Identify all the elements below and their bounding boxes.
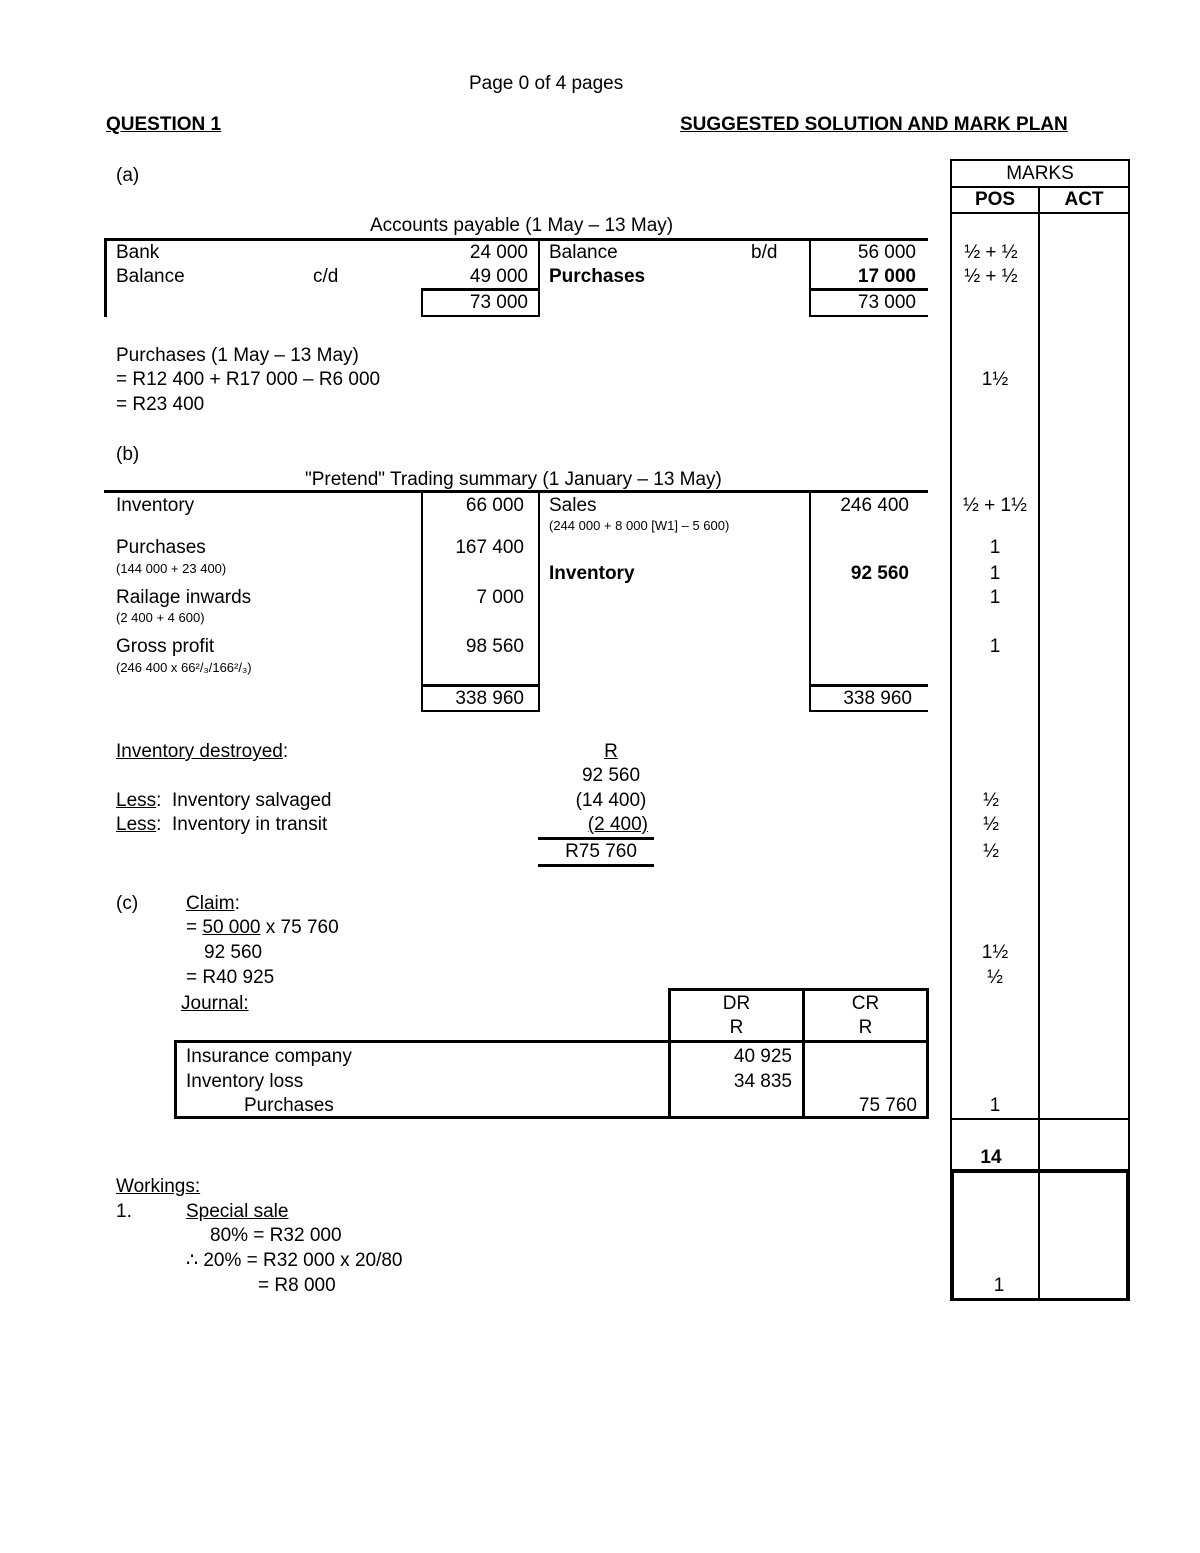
claim-equals: = [186,917,203,938]
ledger-right-name: Balance [549,242,618,263]
part-a-label: (a) [116,165,140,186]
trading-marks: 1 [989,636,1001,657]
trading-title: "Pretend" Trading summary (1 January – 13 May) [305,469,722,490]
workings-marks: 1 [993,1275,1005,1296]
dr-header: DR [722,993,751,1014]
inventory-destroyed-heading: Inventory destroyed [116,741,283,762]
colon: : [234,893,240,914]
trading-marks: 1 [989,537,1001,558]
part-c-label: (c) [116,893,139,914]
less-label: Less [116,790,157,811]
workings-line: 80% = R32 000 [210,1225,342,1246]
claim-denominator: 92 560 [204,942,263,963]
dr-currency: R [729,1017,744,1038]
trading-left-amount: 98 560 [465,636,524,657]
trading-left-amount: 167 400 [455,537,524,558]
purchases-calc-line: = R12 400 + R17 000 – R6 000 [116,369,381,390]
marks-title: MARKS [1006,163,1074,184]
workings-number: 1. [116,1201,132,1222]
less-label: Less [116,814,157,835]
trading-right-name: Inventory [549,563,635,584]
ledger-left-amount: 24 000 [469,242,528,263]
purchases-calc-line: Purchases (1 May – 13 May) [116,345,359,366]
less-salvaged-text: Inventory salvaged [171,790,332,811]
destroyed-marks: ½ [983,841,999,862]
destroyed-start-amount: 92 560 [581,765,641,786]
claim-marks: 1½ [981,942,1009,963]
marks-act-header: ACT [1064,189,1104,210]
journal-account: Inventory loss [186,1071,304,1092]
workings-heading: Workings: [116,1176,201,1197]
ledger-right-ref: b/d [751,242,778,263]
claim-result: = R40 925 [186,967,275,988]
claim-heading: Claim [186,893,235,914]
ledger-left-ref: c/d [313,266,339,287]
trading-left-note: (246 400 x 66²/₃/166²/₃) [116,660,252,675]
trading-left-total: 338 960 [455,688,524,709]
claim-numerator: 50 000 [202,917,261,938]
colon: : [282,741,289,762]
part-b-label: (b) [116,444,140,465]
workings-line: ∴ 20% = R32 000 x 20/80 [186,1250,403,1271]
ledger-left-name: Bank [116,242,160,263]
destroyed-marks: ½ [983,814,999,835]
journal-marks: 1 [989,1095,1001,1116]
question-heading: QUESTION 1 [106,114,222,135]
trading-left-amount: 66 000 [465,495,524,516]
journal-label: Journal: [181,993,249,1014]
ledger-right-amount: 56 000 [857,242,916,263]
trading-right-name: Sales [549,495,597,516]
claim-times: x 75 760 [260,917,339,938]
trading-marks: 1 [989,563,1001,584]
trading-left-note: (2 400 + 4 600) [116,610,205,625]
journal-cr: 75 760 [858,1095,917,1116]
trading-left-name: Gross profit [116,636,215,657]
trading-right-amount: 246 400 [840,495,909,516]
marks-pos-header: POS [974,189,1016,210]
trading-left-name: Inventory [116,495,195,516]
ledger-left-amount: 49 000 [469,266,528,287]
trading-left-note: (144 000 + 23 400) [116,561,227,576]
trading-left-name: Purchases [116,537,206,558]
ledger-left-name: Balance [116,266,185,287]
journal-dr: 40 925 [733,1046,792,1067]
total-marks: 14 [980,1147,1002,1168]
trading-right-note: (244 000 + 8 000 [W1] – 5 600) [549,518,730,533]
purchases-calc-marks: 1½ [981,369,1009,390]
cr-header: CR [851,993,880,1014]
cr-currency: R [858,1017,873,1038]
less-transit-text: Inventory in transit [171,814,328,835]
ledger-marks: ½ + ½ [964,266,1018,287]
journal-account: Purchases [244,1095,334,1116]
destroyed-marks: ½ [983,790,999,811]
claim-marks: ½ [987,967,1003,988]
trading-marks: ½ + 1½ [963,495,1027,516]
ledger-left-total: 73 000 [469,292,528,313]
ledger-right-amount: 17 000 [857,266,916,287]
ledger-right-total: 73 000 [857,292,916,313]
less-salvaged-amount: (14 400) [575,790,647,811]
ledger-marks: ½ + ½ [964,242,1018,263]
journal-dr: 34 835 [733,1071,792,1092]
ledger-right-name: Purchases [549,266,646,287]
trading-marks: 1 [989,587,1001,608]
trading-left-amount: 7 000 [476,587,524,608]
workings-title: Special sale [186,1201,289,1222]
journal-account: Insurance company [186,1046,352,1067]
purchases-calc-line: = R23 400 [116,394,205,415]
trading-right-total: 338 960 [843,688,912,709]
workings-line: = R8 000 [258,1275,336,1296]
destroyed-total: R75 760 [565,841,637,862]
solution-title: SUGGESTED SOLUTION AND MARK PLAN [680,114,1068,135]
ledger-title: Accounts payable (1 May – 13 May) [370,215,674,236]
currency-label: R [604,741,618,762]
trading-left-name: Railage inwards [116,587,252,608]
less-transit-amount: (2 400) [587,814,648,835]
page-number: Page 0 of 4 pages [469,73,624,94]
trading-right-amount: 92 560 [850,563,909,584]
